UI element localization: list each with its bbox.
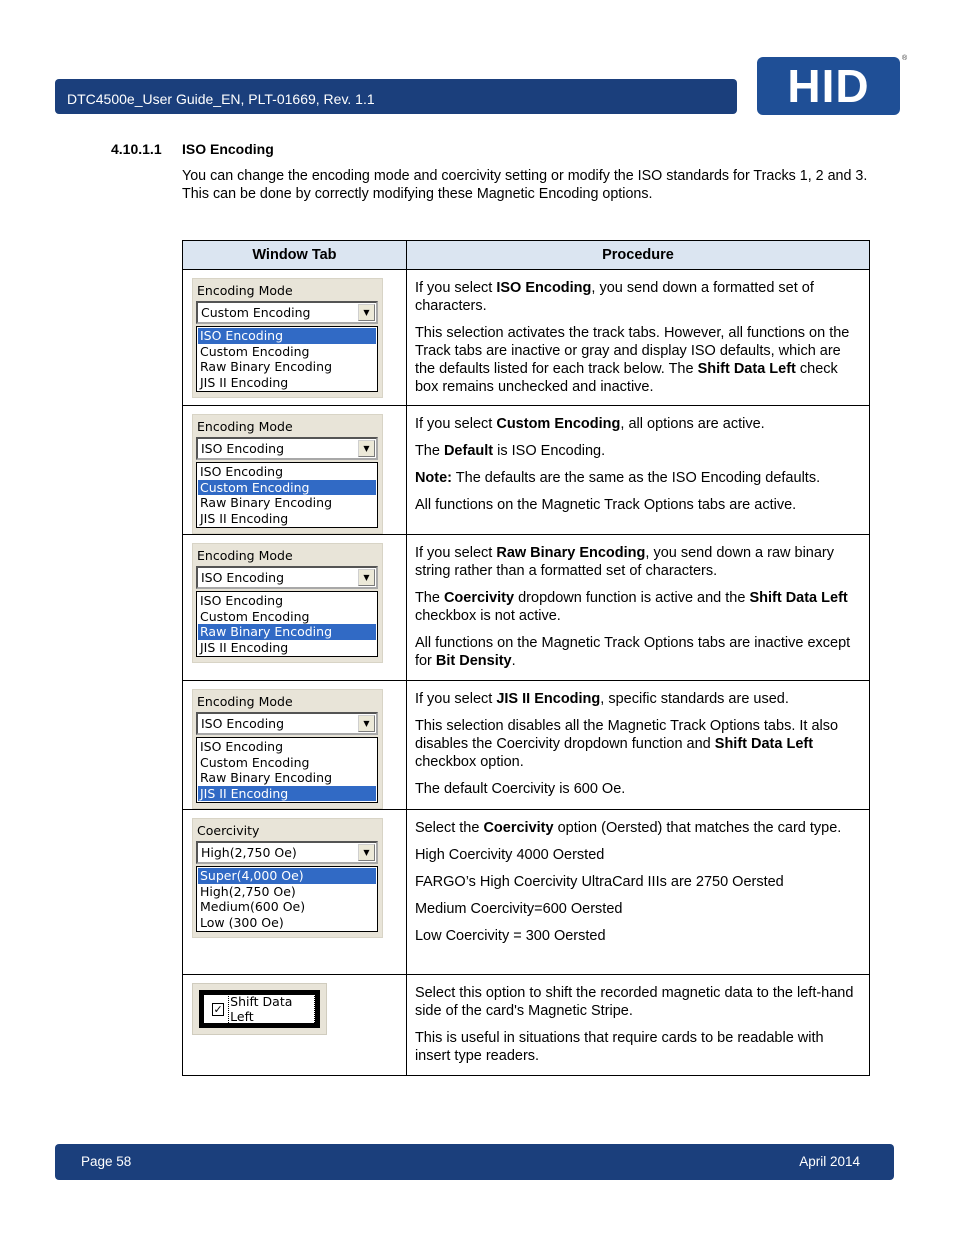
- text-run: The defaults are the same as the ISO Encoding defaults.: [452, 470, 821, 486]
- bold-term: Shift Data Left: [697, 361, 796, 377]
- checkbox-label[interactable]: Shift Data Left: [228, 993, 315, 1025]
- table-row: [183, 810, 870, 975]
- dropdown-option[interactable]: ISO Encoding: [200, 464, 284, 479]
- procedure-cell: [406, 810, 869, 975]
- dropdown-list: [196, 866, 378, 932]
- text-run: , you send down a formatted set of characters.: [414, 280, 814, 314]
- text-run: Select this option to shift the recorded magnetic data to the left-hand side of the card's Magnetic Stripe.: [414, 985, 854, 1019]
- dropdown-option[interactable]: Raw Binary Encoding: [200, 495, 333, 510]
- dropdown-option[interactable]: Custom Encoding: [198, 480, 376, 496]
- bold-term: Shift Data Left: [749, 590, 848, 606]
- dropdown-value: Custom Encoding: [201, 305, 311, 320]
- text-run: is ISO Encoding.: [493, 443, 606, 459]
- procedure-paragraph: [415, 690, 861, 708]
- dropdown-option[interactable]: Custom Encoding: [200, 343, 310, 359]
- dropdown-combo[interactable]: [196, 841, 378, 864]
- dropdown-option[interactable]: Raw Binary Encoding: [200, 770, 333, 785]
- text-run: If you select: [414, 691, 497, 707]
- dropdown-list: [196, 462, 378, 528]
- dropdown-option[interactable]: Super(4,000 Oe): [198, 868, 376, 884]
- hid-logo: [757, 57, 900, 115]
- procedure-paragraph: [415, 442, 861, 460]
- procedure-paragraph: [415, 900, 861, 918]
- dropdown-option[interactable]: Low (300 Oe): [200, 914, 284, 930]
- text-run: If you select: [414, 280, 497, 296]
- dropdown-screenshot: [192, 414, 383, 534]
- chevron-down-icon[interactable]: ▼: [358, 569, 375, 586]
- text-run: Low Coercivity = 300 Oersted: [414, 928, 606, 944]
- bold-term: Shift Data Left: [714, 736, 814, 752]
- window-tab-cell: [183, 810, 407, 975]
- dropdown-option[interactable]: JIS II Encoding: [200, 639, 289, 655]
- footer-bar: [55, 1144, 894, 1180]
- dropdown-combo[interactable]: [196, 301, 378, 324]
- dropdown-option[interactable]: JIS II Encoding: [200, 510, 289, 526]
- dropdown-label: Encoding Mode: [197, 694, 293, 709]
- dropdown-label: Encoding Mode: [197, 419, 293, 434]
- dropdown-option[interactable]: Medium(600 Oe): [200, 899, 306, 914]
- dropdown-screenshot: [192, 689, 383, 809]
- text-run: This is useful in situations that require cards to be readable with insert type readers.: [414, 1030, 824, 1064]
- header-bar: [55, 79, 737, 114]
- procedure-paragraph: [415, 1029, 861, 1065]
- bold-term: Default: [443, 443, 494, 459]
- dropdown-option[interactable]: Raw Binary Encoding: [200, 359, 333, 374]
- header-window-tab: Window Tab: [183, 241, 407, 270]
- bold-term: Bit Density: [435, 653, 512, 669]
- text-run: The: [414, 443, 444, 459]
- dropdown-value: ISO Encoding: [201, 441, 285, 456]
- text-run: option (Oersted) that matches the card type.: [553, 820, 842, 836]
- bold-term: JIS II Encoding: [496, 691, 601, 707]
- procedure-cell: [406, 681, 869, 810]
- dropdown-option[interactable]: JIS II Encoding: [200, 374, 289, 390]
- procedure-cell: [406, 406, 869, 535]
- bold-term: ISO Encoding: [496, 280, 592, 296]
- dropdown-value: High(2,750 Oe): [201, 845, 297, 860]
- dropdown-option[interactable]: ISO Encoding: [200, 739, 284, 754]
- dropdown-option[interactable]: Raw Binary Encoding: [198, 624, 376, 640]
- table-row: [183, 535, 870, 681]
- dropdown-value: ISO Encoding: [201, 716, 285, 731]
- header-procedure: Procedure: [406, 241, 869, 270]
- intro-paragraph: You can change the encoding mode and coercivity setting or modify the ISO standards for Tracks 1, 2 and 3. This can be done by correctly modifying these Magnetic Encoding options.: [182, 168, 868, 202]
- text-run: If you select: [414, 416, 497, 432]
- bold-term: Custom Encoding: [496, 416, 621, 432]
- logo-text: HID: [787, 60, 870, 112]
- procedure-paragraph: [415, 984, 861, 1020]
- text-run: FARGO’s High Coercivity UltraCard IIIs are 2750 Oersted: [414, 874, 784, 890]
- dropdown-list: [196, 326, 378, 392]
- procedure-paragraph: [415, 279, 861, 315]
- text-run: Select the: [414, 820, 484, 836]
- text-run: This selection disables all the Magnetic Track Options tabs. It also disables the Coercivity dropdown function and: [414, 718, 839, 752]
- text-run: check box remains unchecked and inactive.: [414, 361, 838, 395]
- window-tab-cell: [183, 681, 407, 810]
- procedure-paragraph: [415, 544, 861, 580]
- section-title: ISO Encoding: [182, 141, 274, 157]
- procedure-paragraph: [415, 496, 861, 514]
- section-number: 4.10.1.1: [111, 141, 162, 157]
- table-row: [183, 406, 870, 535]
- dropdown-option[interactable]: High(2,750 Oe): [200, 883, 296, 899]
- checkbox-screenshot: [192, 983, 327, 1035]
- dropdown-label: Coercivity: [197, 823, 260, 838]
- chevron-down-icon[interactable]: ▼: [358, 715, 375, 732]
- procedure-paragraph: [415, 927, 861, 945]
- procedure-cell: [406, 535, 869, 681]
- bold-term: Coercivity: [483, 820, 554, 836]
- dropdown-label: Encoding Mode: [197, 548, 293, 563]
- table-row: [183, 975, 870, 1076]
- text-run: The default Coercivity is 600 Oe.: [414, 781, 626, 797]
- procedure-paragraph: [415, 780, 861, 798]
- chevron-down-icon[interactable]: ▼: [358, 304, 375, 321]
- procedure-paragraph: [415, 634, 861, 670]
- procedure-table: [182, 240, 870, 1076]
- checkbox-frame: [199, 990, 320, 1028]
- dropdown-list: [196, 591, 378, 657]
- text-run: , specific standards are used.: [600, 691, 789, 707]
- chevron-down-icon[interactable]: ▼: [358, 844, 375, 861]
- procedure-paragraph: [415, 873, 861, 891]
- text-run: checkbox is not active.: [414, 608, 561, 624]
- text-run: This selection activates the track tabs. However, all functions on the Track tabs are inactive or gray and display ISO defaults, which are the defaults listed for each track below. The: [414, 325, 850, 377]
- dropdown-option[interactable]: Custom Encoding: [200, 608, 310, 624]
- text-run: All functions on the Magnetic Track Options tabs are inactive except for: [414, 635, 851, 669]
- bold-term: Coercivity: [443, 590, 515, 606]
- window-tab-cell: [183, 975, 407, 1076]
- text-run: The: [414, 590, 444, 606]
- chevron-down-icon[interactable]: ▼: [358, 440, 375, 457]
- procedure-paragraph: [415, 469, 861, 487]
- page-number: Page 58: [81, 1154, 132, 1169]
- procedure-paragraph: [415, 324, 861, 396]
- text-run: If you select: [414, 545, 497, 561]
- dropdown-option[interactable]: ISO Encoding: [198, 328, 376, 344]
- dropdown-screenshot: [192, 543, 383, 663]
- bold-term: Raw Binary Encoding: [496, 545, 646, 561]
- dropdown-combo[interactable]: [196, 437, 378, 460]
- dropdown-label: Encoding Mode: [197, 283, 293, 298]
- procedure-paragraph: [415, 819, 861, 837]
- procedure-paragraph: [415, 589, 861, 625]
- procedure-cell: [406, 270, 869, 406]
- table-row: [183, 681, 870, 810]
- text-run: .: [511, 653, 516, 669]
- text-run: High Coercivity 4000 Oersted: [414, 847, 605, 863]
- procedure-paragraph: [415, 415, 861, 433]
- publish-date: April 2014: [799, 1154, 860, 1169]
- dropdown-screenshot: [192, 818, 383, 938]
- bold-term: Note:: [414, 470, 452, 486]
- dropdown-screenshot: [192, 278, 383, 398]
- text-run: , you send down a raw binary string rather than a formatted set of characters.: [414, 545, 835, 579]
- dropdown-list: [196, 737, 378, 803]
- window-tab-cell: [183, 406, 407, 535]
- procedure-paragraph: [415, 717, 861, 771]
- dropdown-option[interactable]: JIS II Encoding: [198, 786, 376, 802]
- text-run: All functions on the Magnetic Track Options tabs are active.: [414, 497, 797, 513]
- window-tab-cell: [183, 270, 407, 406]
- dropdown-value: ISO Encoding: [201, 570, 285, 585]
- dropdown-option[interactable]: Custom Encoding: [200, 754, 310, 770]
- procedure-cell: [406, 975, 869, 1076]
- procedure-paragraph: [415, 846, 861, 864]
- text-run: Medium Coercivity=600 Oersted: [414, 901, 623, 917]
- text-run: checkbox option.: [414, 754, 524, 770]
- window-tab-cell: [183, 535, 407, 681]
- registered-mark: ®: [902, 55, 908, 62]
- text-run: dropdown function is active and the: [514, 590, 750, 606]
- document-title: DTC4500e_User Guide_EN, PLT-01669, Rev. 1.1: [67, 91, 375, 107]
- dropdown-combo[interactable]: [196, 566, 378, 589]
- checkbox-check-icon[interactable]: ✓: [213, 1002, 223, 1016]
- table-row: [183, 270, 870, 406]
- dropdown-option[interactable]: ISO Encoding: [200, 593, 284, 608]
- dropdown-combo[interactable]: [196, 712, 378, 735]
- text-run: , all options are active.: [620, 416, 765, 432]
